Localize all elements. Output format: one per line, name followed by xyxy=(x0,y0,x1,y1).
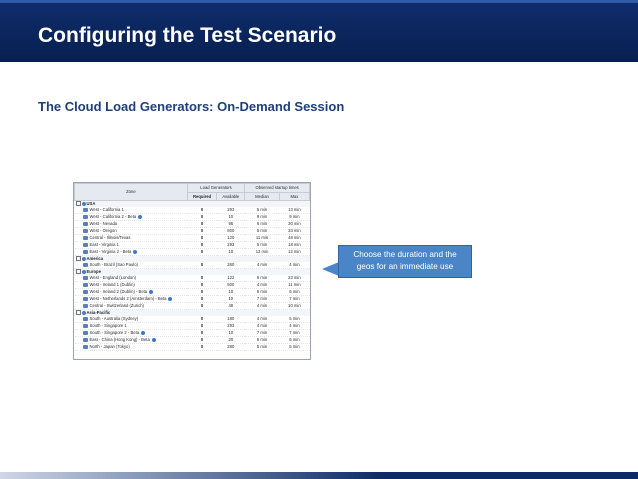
available-cell: 48 xyxy=(217,303,245,310)
load-generator-table xyxy=(74,183,310,351)
available-cell: 10 xyxy=(217,214,245,221)
max-cell: 23 min xyxy=(279,275,309,282)
zone-name: Central - Switzerland (Zurich) xyxy=(89,303,144,308)
server-icon xyxy=(83,229,88,233)
callout-line-2: geos for an immediate use xyxy=(356,262,454,271)
info-icon[interactable] xyxy=(168,297,172,301)
required-cell[interactable]: 0 xyxy=(187,221,217,228)
server-icon xyxy=(83,243,88,247)
median-cell: 6 min xyxy=(245,275,280,282)
available-cell: 500 xyxy=(217,282,245,289)
region-name: America xyxy=(86,256,104,261)
server-icon xyxy=(83,304,88,308)
median-cell: 5 min xyxy=(245,228,280,235)
median-cell: 5 min xyxy=(245,207,280,214)
available-cell: 280 xyxy=(217,344,245,351)
slide-title: Configuring the Test Scenario xyxy=(38,24,337,47)
zone-name: East - Virginia 2 - Beta xyxy=(89,249,132,254)
zone-name: South - Singapore 2 - Beta xyxy=(89,330,140,335)
info-icon[interactable] xyxy=(138,215,142,219)
table-row[interactable] xyxy=(75,289,310,296)
table-row[interactable] xyxy=(75,249,310,256)
available-cell: 20 xyxy=(217,337,245,344)
required-cell[interactable]: 0 xyxy=(187,275,217,282)
slide-subtitle: The Cloud Load Generators: On-Demand Session xyxy=(38,99,345,114)
required-cell[interactable]: 0 xyxy=(187,282,217,289)
column-group-observed-startup: Observed startup times xyxy=(245,184,310,193)
median-cell: 4 min xyxy=(245,303,280,310)
median-cell: 5 min xyxy=(245,242,280,249)
table-row[interactable] xyxy=(75,303,310,310)
column-header-median[interactable]: Median xyxy=(245,193,280,201)
available-cell: 260 xyxy=(217,262,245,269)
info-icon[interactable] xyxy=(152,338,156,342)
required-cell[interactable]: 0 xyxy=(187,262,217,269)
median-cell: 12 min xyxy=(245,249,280,256)
median-cell: 6 min xyxy=(245,289,280,296)
median-cell: 4 min xyxy=(245,282,280,289)
server-icon xyxy=(83,290,88,294)
table-row[interactable] xyxy=(75,221,310,228)
median-cell: 9 min xyxy=(245,214,280,221)
required-cell[interactable]: 0 xyxy=(187,316,217,323)
max-cell: 9 min xyxy=(279,214,309,221)
globe-icon xyxy=(82,270,86,274)
available-cell: 95 xyxy=(217,221,245,228)
grid-body xyxy=(75,201,310,351)
max-cell: 12 min xyxy=(279,249,309,256)
median-cell: 5 min xyxy=(245,344,280,351)
server-icon xyxy=(83,324,88,328)
region-name: Asia-Pacific xyxy=(86,310,111,315)
table-row[interactable] xyxy=(75,214,310,221)
median-cell: 7 min xyxy=(245,296,280,303)
server-icon xyxy=(83,317,88,321)
max-cell: 13 min xyxy=(279,207,309,214)
required-cell[interactable]: 0 xyxy=(187,323,217,330)
max-cell: 48 min xyxy=(279,235,309,242)
required-cell[interactable]: 0 xyxy=(187,344,217,351)
required-cell[interactable]: 0 xyxy=(187,303,217,310)
available-cell: 10 xyxy=(217,289,245,296)
zone-name: West - England (London) xyxy=(89,275,136,280)
globe-icon xyxy=(82,311,86,315)
server-icon xyxy=(83,338,88,342)
server-icon xyxy=(83,215,88,219)
available-cell: 10 xyxy=(217,330,245,337)
required-cell[interactable]: 0 xyxy=(187,242,217,249)
globe-icon xyxy=(82,202,86,206)
server-icon xyxy=(83,276,88,280)
column-group-load-generators: Load Generators xyxy=(187,184,244,193)
available-cell: 120 xyxy=(217,235,245,242)
bottom-bar xyxy=(0,472,638,479)
required-cell[interactable]: 0 xyxy=(187,296,217,303)
required-cell[interactable]: 0 xyxy=(187,228,217,235)
callout-line-1: Choose the duration and the xyxy=(353,250,457,259)
median-cell: 6 min xyxy=(245,221,280,228)
zone-name: East - Virginia 1 xyxy=(89,242,119,247)
required-cell[interactable]: 0 xyxy=(187,337,217,344)
collapse-toggle-icon[interactable] xyxy=(76,256,81,261)
max-cell: 5 min xyxy=(279,316,309,323)
callout-pointer xyxy=(322,262,339,276)
zone-name: West - Oregon xyxy=(89,228,117,233)
title-bar xyxy=(0,0,638,62)
info-icon[interactable] xyxy=(141,331,145,335)
server-icon xyxy=(83,283,88,287)
required-cell[interactable]: 0 xyxy=(187,330,217,337)
info-icon[interactable] xyxy=(133,250,137,254)
region-name: Europe xyxy=(86,269,101,274)
zone-name: North - Japan (Tokyo) xyxy=(89,344,130,349)
required-cell[interactable]: 0 xyxy=(187,235,217,242)
server-icon xyxy=(83,345,88,349)
callout-box xyxy=(338,245,472,278)
zone-name: South - Singapore 1 xyxy=(89,323,127,328)
column-header-max[interactable]: Max xyxy=(279,193,309,201)
median-cell: 11 min xyxy=(245,235,280,242)
median-cell: 4 min xyxy=(245,323,280,330)
required-cell[interactable]: 0 xyxy=(187,214,217,221)
zone-name: West - Ireland 1 (Dublin) xyxy=(89,282,135,287)
available-cell: 10 xyxy=(217,249,245,256)
median-cell: 4 min xyxy=(245,262,280,269)
max-cell: 5 min xyxy=(279,344,309,351)
collapse-toggle-icon[interactable] xyxy=(76,269,81,274)
max-cell: 6 min xyxy=(279,337,309,344)
median-cell: 6 min xyxy=(245,337,280,344)
server-icon xyxy=(83,208,88,212)
load-generator-grid xyxy=(73,182,311,360)
available-cell: 800 xyxy=(217,228,245,235)
zone-name: West - Nevada xyxy=(89,221,118,226)
table-row[interactable] xyxy=(75,344,310,351)
column-header-required[interactable]: Required xyxy=(187,193,217,201)
table-row[interactable] xyxy=(75,296,310,303)
available-cell: 293 xyxy=(217,207,245,214)
median-cell: 4 min xyxy=(245,316,280,323)
zone-name: South - Australia (Sydney) xyxy=(89,316,139,321)
title-accent-line xyxy=(0,0,638,3)
zone-name: West - California 2 - Beta xyxy=(89,214,137,219)
max-cell: 11 min xyxy=(279,282,309,289)
available-cell: 122 xyxy=(217,275,245,282)
zone-name: West - Ireland 2 (Dublin) - Beta xyxy=(89,289,148,294)
table-row[interactable] xyxy=(75,235,310,242)
zone-name: Central - Illinois/Texas xyxy=(89,235,131,240)
available-cell: 293 xyxy=(217,242,245,249)
server-icon xyxy=(83,297,88,301)
max-cell: 10 min xyxy=(279,303,309,310)
zone-name: South - Brazil (Sao Paulo) xyxy=(89,262,138,267)
table-row[interactable] xyxy=(75,323,310,330)
available-cell: 293 xyxy=(217,323,245,330)
max-cell: 7 min xyxy=(279,296,309,303)
max-cell: 7 min xyxy=(279,330,309,337)
server-icon xyxy=(83,222,88,226)
max-cell: 18 min xyxy=(279,242,309,249)
collapse-toggle-icon[interactable] xyxy=(76,310,81,315)
max-cell: 30 min xyxy=(279,221,309,228)
server-icon xyxy=(83,250,88,254)
globe-icon xyxy=(82,257,86,261)
zone-name: West - California 1 xyxy=(89,207,124,212)
server-icon xyxy=(83,263,88,267)
info-icon[interactable] xyxy=(149,290,153,294)
max-cell: 6 min xyxy=(279,289,309,296)
column-header-zone[interactable]: Zone xyxy=(75,184,188,201)
collapse-toggle-icon[interactable] xyxy=(76,201,81,206)
server-icon xyxy=(83,331,88,335)
available-cell: 10 xyxy=(217,296,245,303)
required-cell[interactable]: 0 xyxy=(187,207,217,214)
table-row[interactable] xyxy=(75,282,310,289)
zone-name: West - Netherlands 2 (Amsterdam) - Beta xyxy=(89,296,167,301)
table-row[interactable] xyxy=(75,337,310,344)
required-cell[interactable]: 0 xyxy=(187,249,217,256)
region-name: USA xyxy=(86,201,96,206)
available-cell: 180 xyxy=(217,316,245,323)
max-cell: 4 min xyxy=(279,323,309,330)
max-cell: 4 min xyxy=(279,262,309,269)
zone-name: East - China (Hong Kong) - Beta xyxy=(89,337,150,342)
median-cell: 7 min xyxy=(245,330,280,337)
server-icon xyxy=(83,236,88,240)
column-header-available[interactable]: Available xyxy=(217,193,245,201)
table-row[interactable] xyxy=(75,228,310,235)
required-cell[interactable]: 0 xyxy=(187,289,217,296)
table-row[interactable] xyxy=(75,242,310,249)
table-row[interactable] xyxy=(75,330,310,337)
max-cell: 33 min xyxy=(279,228,309,235)
